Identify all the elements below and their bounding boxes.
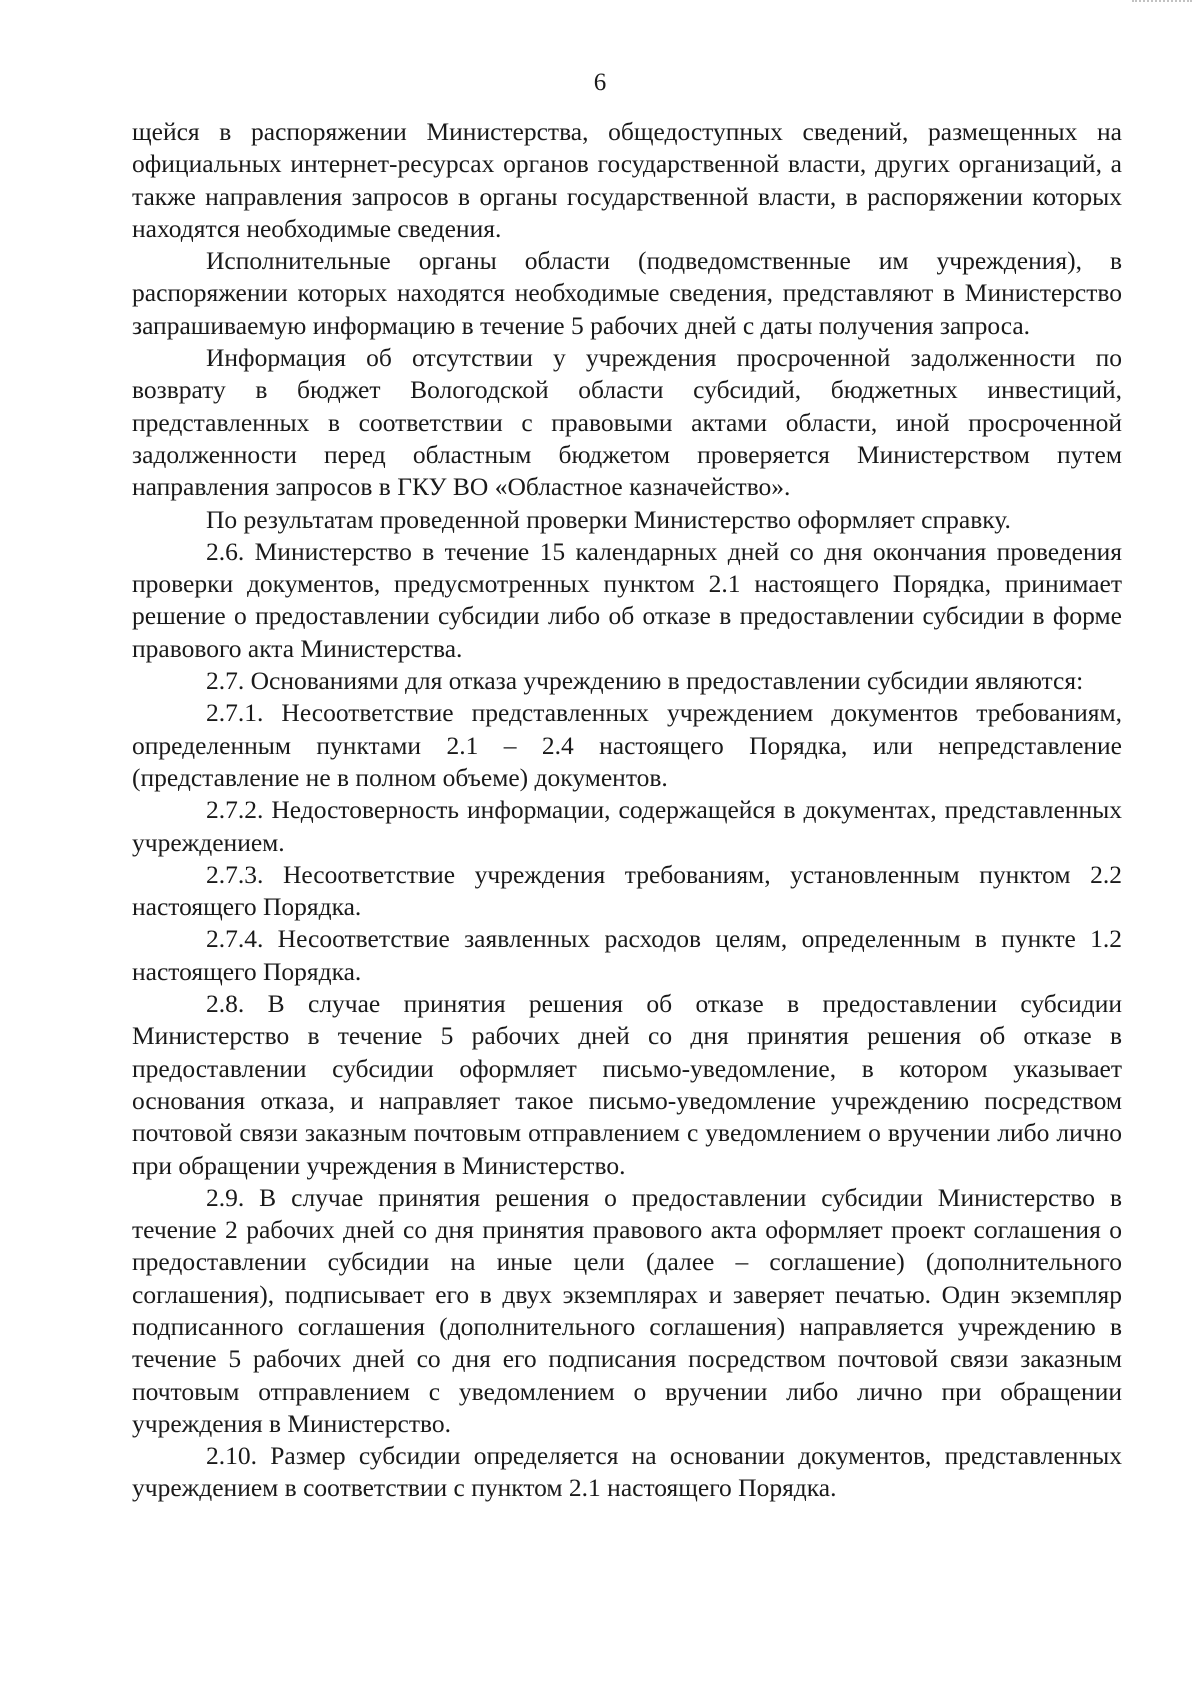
- clause-2-9: 2.9. В случае принятия решения о предоставлении субсидии Министерство в течение 2 рабочих дней со дня принятия правового акта оформляет проект соглашения о предоставлении субсидии на иные цели (далее – соглашение) (дополнительного соглашения), подписывает его в двух экземплярах и заверяет печатью. Один экземпляр подписанного соглашения (дополнительного соглашения) направляется учреждению в течение 5 рабочих дней со дня его подписания посредством почтовой связи заказным почтовым отправлением с уведомлением о вручении либо лично при обращении учреждения в Министерство.: [132, 1182, 1122, 1438]
- paragraph-executive-bodies: Исполнительные органы области (подведомственные им учреждения), в распоряжении которых находятся необходимые сведения, представляют в Министерство запрашиваемую информацию в течение 5 рабочих дней с даты получения запроса.: [132, 246, 1122, 340]
- scan-corner-mark: [1132, 0, 1192, 8]
- paragraph-continuation: щейся в распоряжении Министерства, общедоступных сведений, размещенных на официальных интернет-ресурсах органов государственной власти, других организаций, а также направления запросов в органы государственной власти, в распоряжении которых находятся необходимые сведения.: [132, 117, 1122, 243]
- document-body: [132, 116, 1122, 1505]
- clause-2-7-4: 2.7.4. Несоответствие заявленных расходов целям, определенным в пункте 1.2 настоящего Порядка.: [132, 924, 1122, 986]
- clause-2-7-2: 2.7.2. Недостоверность информации, содержащейся в документах, представленных учреждением.: [132, 795, 1122, 857]
- page-number: 6: [593, 69, 607, 96]
- clause-2-7-1: 2.7.1. Несоответствие представленных учреждением документов требованиям, определенным пунктами 2.1 – 2.4 настоящего Порядка, или непредставление (представление не в полном объеме) документов.: [132, 698, 1122, 792]
- clause-2-6: 2.6. Министерство в течение 15 календарных дней со дня окончания проведения проверки документов, предусмотренных пунктом 2.1 настоящего Порядка, принимает решение о предоставлении субсидии либо об отказе в предоставлении субсидии в форме правового акта Министерства.: [132, 536, 1122, 663]
- clause-2-10: 2.10. Размер субсидии определяется на основании документов, представленных учреждением в соответствии с пунктом 2.1 настоящего Порядка.: [132, 1441, 1122, 1503]
- clause-2-7-3: 2.7.3. Несоответствие учреждения требованиям, установленным пунктом 2.2 настоящего Порядка.: [132, 859, 1122, 922]
- clause-2-8: 2.8. В случае принятия решения об отказе в предоставлении субсидии Министерство в течение 5 рабочих дней со дня принятия решения об отказе в предоставлении субсидии оформляет письмо-уведомление, в котором указывает основания отказа, и направляет такое письмо-уведомление учреждению посредством почтовой связи заказным почтовым отправлением с уведомлением о вручении либо лично при обращении учреждения в Министерство.: [132, 989, 1122, 1180]
- paragraph-verification-result: По результатам проведенной проверки Министерство оформляет справку.: [206, 504, 1011, 534]
- clause-2-7: 2.7. Основаниями для отказа учреждению в предоставлении субсидии являются:: [206, 666, 1084, 696]
- paragraph-debt-information: Информация об отсутствии у учреждения просроченной задолженности по возврату в бюджет Вологодской области субсидий, бюджетных инвестиций, представленных в соответствии с правовыми актами области, иной просроченной задолженности перед областным бюджетом проверяется Министерством путем направления запросов в ГКУ ВО «Областное казначейство».: [132, 343, 1122, 502]
